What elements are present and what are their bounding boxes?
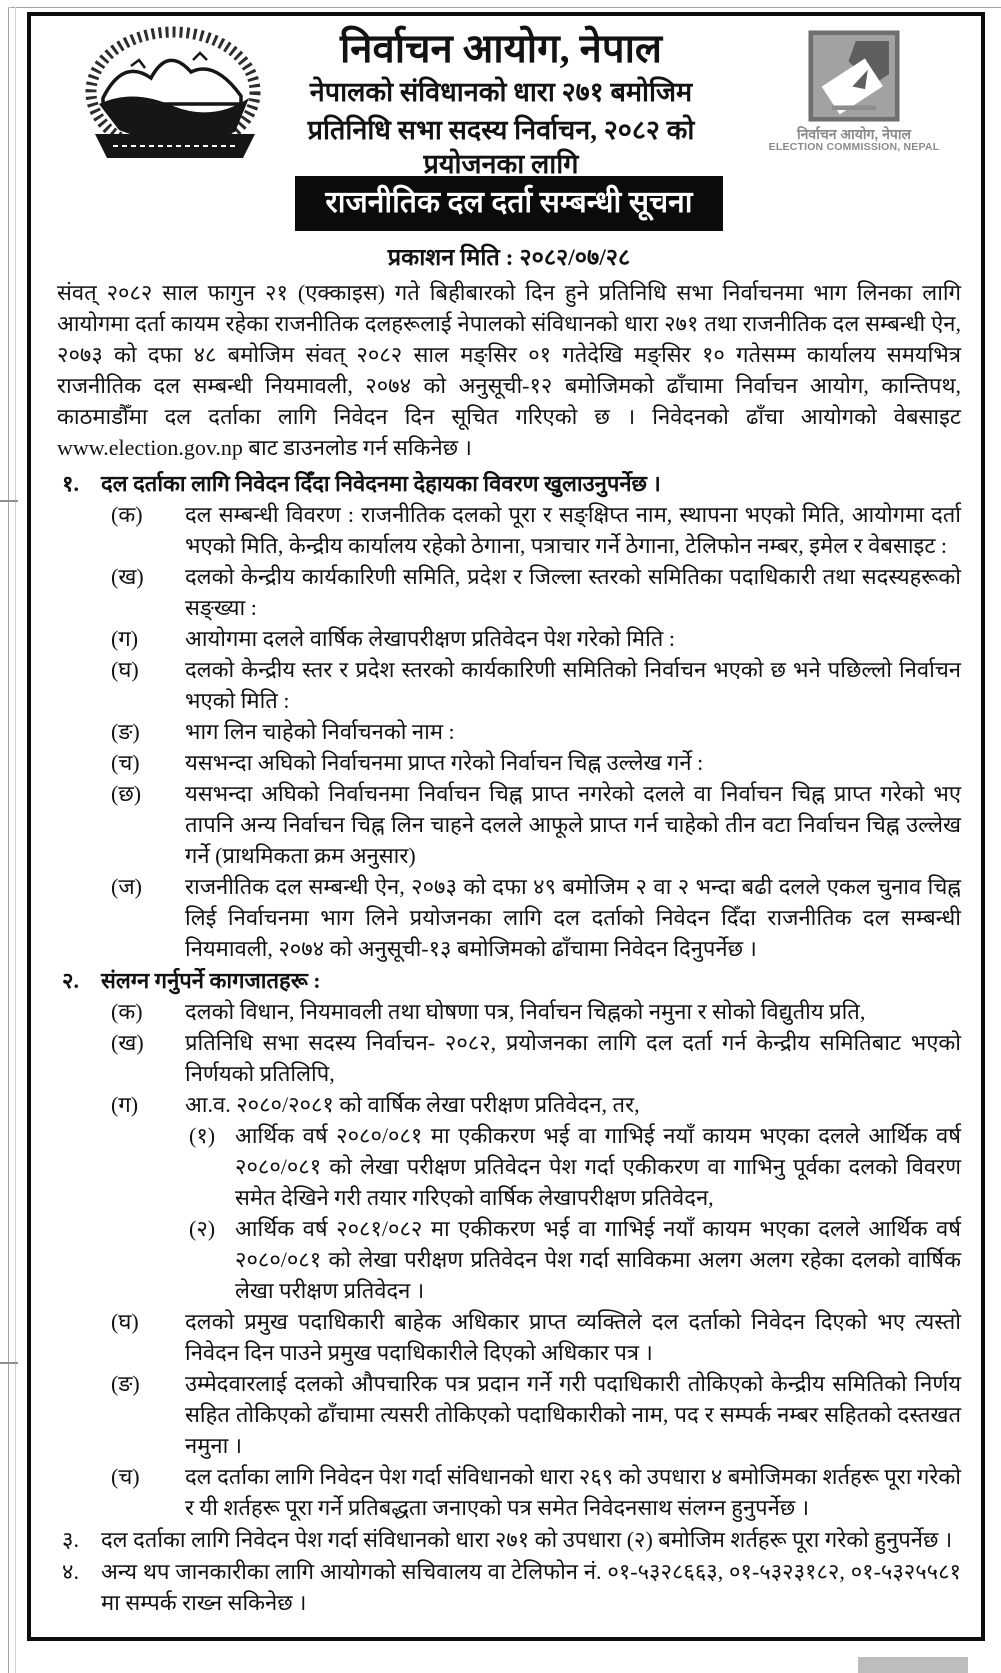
scan-tick-mark: [0, 1362, 18, 1364]
notice-title-banner: [57, 176, 961, 231]
logo-caption-english: ELECTION COMMISSION, NEPAL: [768, 140, 940, 153]
item-label: (क): [111, 999, 143, 1024]
subitem-label: (२): [189, 1216, 216, 1241]
notice-section-1: [57, 468, 961, 964]
section-number: १.: [62, 471, 79, 496]
item-text: [185, 1306, 961, 1368]
item-text-content: यसभन्दा अघिको निर्वाचनमा निर्वाचन चिह्न प्राप्त नगरेको दलले वा निर्वाचन चिह्न प्राप्त गरेको भए तापनि अन्य निर्वाचन चिह्न लिन चाहने दलले आफूले प्राप्त गर्न चाहेको तीन वटा निर्वाचन चिह्न उल्लेख गर्ने (प्राथमिकता क्रम अनुसार): [185, 781, 961, 868]
item-text: [185, 561, 961, 623]
subitem-text: आर्थिक वर्ष २०८०/०८१ मा एकीकरण भई वा गाभिई नयाँ कायम भएका दलले आर्थिक वर्ष २०८०/०८१ को लेखा परीक्षण प्रतिवेदन पेश गर्दा एकीकरण वा गाभिनु पूर्वका दलको विवरण समेत देखिने गरी तयार गरिएको वार्षिक लेखापरीक्षण प्रतिवेदन,: [235, 1123, 961, 1210]
subitem-label: (१): [189, 1123, 216, 1148]
section-heading-row: [57, 468, 961, 499]
item-text-content: भाग लिन चाहेको निर्वाचनको नाम :: [185, 719, 455, 744]
item-text-content: आयोगमा दलले वार्षिक लेखापरीक्षण प्रतिवेदन पेश गरेको मिति :: [185, 626, 675, 651]
item-text: [185, 871, 961, 964]
section-heading: दल दर्ताका लागि निवेदन दिँदा निवेदनमा देहायका विवरण खुलाउनुपर्नेछ ।: [101, 471, 661, 496]
notice-section-2: [57, 965, 961, 1523]
item-label: (ख): [111, 564, 144, 589]
item-text-content: आ.व. २०८०/२०८१ को वार्षिक लेखा परीक्षण प्रतिवेदन, तर,: [185, 1092, 640, 1117]
intro-paragraph: संवत् २०८२ साल फागुन २१ (एक्काइस) गते बिहीबारको दिन हुने प्रतिनिधि सभा निर्वाचनमा भाग लिनका लागि आयोगमा दर्ता कायम रहेका राजनीतिक दलहरूलाई नेपालको संविधानको धारा २७१ तथा राजनीतिक दल सम्बन्धी ऐन, २०७३ को दफा ४८ बमोजिम संवत् २०८२ साल मङ्सिर ०१ गतेदेखि मङ्सिर १० गतेसम्म कार्यालय समयभित्र राजनीतिक दल सम्बन्धी नियमावली, २०७४ को अनुसूची-१२ बमोजिमको ढाँचामा निर्वाचन आयोग, कान्तिपथ, काठमाडौँमा दल दर्ताका लागि निवेदन दिन सूचित गरिएको छ । निवेदनको ढाँचा आयोगको वेबसाइट www.election.gov.np बाट डाउनलोड गर्न सकिनेछ ।: [57, 280, 961, 460]
notice-document: [27, 12, 985, 1641]
item-label: (ख): [111, 1030, 144, 1055]
scan-edge-line-top: [10, 7, 1001, 8]
item-text: [185, 1027, 961, 1089]
item-text-content: राजनीतिक दल सम्बन्धी ऐन, २०७३ को दफा ४९ बमोजिम २ वा २ भन्दा बढी दलले एकल चुनाव चिह्न लिई निर्वाचनमा भाग लिने प्रयोजनका लागि दल दर्ताको निवेदन दिँदा राजनीतिक दल सम्बन्धी नियमावली, २०७४ को अनुसूची-१३ बमोजिमको ढाँचामा निवेदन दिनुपर्नेछ ।: [185, 874, 961, 961]
list-item: [57, 871, 961, 964]
list-item: [57, 499, 961, 561]
scan-tick-mark: [0, 500, 18, 502]
scan-smudge: [858, 1657, 968, 1673]
item-text: [185, 716, 961, 747]
section-heading-row: [57, 1556, 961, 1618]
header-subtitle-2: प्रतिनिधि सभा सदस्य निर्वाचन, २०८२ को प्रयोजनका लागि: [307, 114, 695, 179]
notice-header: [57, 26, 961, 179]
header-text-block: [269, 26, 733, 181]
list-item: [57, 747, 961, 778]
list-item: [57, 716, 961, 747]
list-item: [57, 623, 961, 654]
sub-list-item: [185, 1213, 961, 1306]
publish-date: प्रकाशन मिति : २०८२/०७/२८: [387, 245, 631, 271]
section-heading: संलग्न गर्नुपर्ने कागजातहरू :: [101, 968, 321, 993]
item-text: [185, 778, 961, 871]
section-number: २.: [62, 968, 79, 993]
logo-caption-nepali: निर्वाचन आयोग, नेपाल: [797, 126, 911, 142]
section-heading: दल दर्ताका लागि निवेदन पेश गर्दा संविधानको धारा २७१ को उपधारा (२) बमोजिम शर्तहरू पूरा गरेको हुनुपर्नेछ ।: [101, 1527, 953, 1552]
item-label: (ङ): [111, 719, 140, 744]
item-text-content: दलको प्रमुख पदाधिकारी बाहेक अधिकार प्राप्त व्यक्तिले दल दर्ताको निवेदन दिएको भए त्यस्तो निवेदन दिन पाउने प्रमुख पदाधिकारीले दिएको अधिकार पत्र ।: [185, 1309, 961, 1365]
item-text-content: प्रतिनिधि सभा सदस्य निर्वाचन- २०८२, प्रयोजनका लागि दल दर्ता गर्न केन्द्रीय समितिबाट भएको निर्णयको प्रतिलिपि,: [185, 1030, 961, 1086]
item-label: (घ): [111, 1309, 139, 1334]
item-text: [185, 1089, 961, 1306]
notice-title: राजनीतिक दल दर्ता सम्बन्धी सूचना: [295, 176, 722, 231]
list-item: [57, 778, 961, 871]
sub-list-item: [185, 1120, 961, 1213]
item-text-content: उम्मेदवारलाई दलको औपचारिक पत्र प्रदान गर्ने गरी पदाधिकारी तोकिएको केन्द्रीय समितिको निर्णय सहित तोकिएको ढाँचामा त्यसरी तोकिएको पदाधिकारीको नाम, पद र सम्पर्क नम्बर सहितको दस्तखत नमुना ।: [185, 1371, 961, 1458]
item-text: [185, 1368, 961, 1461]
org-title: निर्वाचन आयोग, नेपाल: [339, 26, 663, 71]
item-text-content: दल दर्ताका लागि निवेदन पेश गर्दा संविधानको धारा २६९ को उपधारा ४ बमोजिमका शर्तहरू पूरा गरेको र यी शर्तहरू पूरा गर्ने प्रतिबद्धता जनाएको पत्र समेत निवेदनसाथ संलग्न हुनुपर्नेछ ।: [185, 1464, 961, 1520]
list-item: [57, 996, 961, 1027]
section-heading-row: [57, 1524, 961, 1555]
logo-caption: [741, 127, 967, 153]
list-item: [57, 1461, 961, 1523]
sections: [57, 468, 961, 1618]
item-text-content: यसभन्दा अघिको निर्वाचनमा प्राप्त गरेको निर्वाचन चिह्न उल्लेख गर्ने :: [185, 750, 704, 775]
list-item: [57, 1089, 961, 1306]
list-item: [57, 1027, 961, 1089]
item-text-content: दल सम्बन्धी विवरण : राजनीतिक दलको पूरा र सङ्क्षिप्त नाम, स्थापना भएको मिति, आयोगमा दर्ता भएको मिति, केन्द्रीय कार्यालय रहेको ठेगाना, पत्राचार गर्ने ठेगाना, टेलिफोन नम्बर, इमेल र वेबसाइट :: [185, 502, 961, 558]
list-item: [57, 1368, 961, 1461]
election-commission-logo-block: [741, 30, 967, 153]
item-text-content: दलको विधान, नियमावली तथा घोषणा पत्र, निर्वाचन चिह्नको नमुना र सोको विद्युतीय प्रति,: [185, 999, 866, 1024]
item-label: (छ): [111, 781, 142, 806]
scan-edge-line-left-2: [15, 7, 16, 1673]
item-label: (ज): [111, 874, 142, 899]
item-label: (ग): [111, 626, 139, 651]
item-text: [185, 499, 961, 561]
list-item: [57, 561, 961, 623]
item-text: [185, 1461, 961, 1523]
subitem-text: आर्थिक वर्ष २०८१/०८२ मा एकीकरण भई वा गाभिई नयाँ कायम भएका दलले आर्थिक वर्ष २०८०/०८१ को लेखा परीक्षण प्रतिवेदन पेश गर्दा साविकमा अलग अलग रहेका दलको वार्षिक लेखा परीक्षण प्रतिवेदन ।: [235, 1216, 961, 1303]
item-text-content: दलको केन्द्रीय स्तर र प्रदेश स्तरको कार्यकारिणी समितिको निर्वाचन भएको छ भने पछिल्लो निर्वाचन भएको मिति :: [185, 657, 961, 713]
section-heading: अन्य थप जानकारीका लागि आयोगको सचिवालय वा टेलिफोन नं. ०१-५३२८६६३, ०१-५३२३१८२, ०१-५३२५५८१ मा सम्पर्क राख्न सकिनेछ ।: [101, 1559, 961, 1615]
item-label: (ग): [111, 1092, 139, 1117]
notice-section-4: [57, 1556, 961, 1618]
item-label: (च): [111, 1464, 140, 1489]
list-item: [57, 654, 961, 716]
item-text: [185, 623, 961, 654]
item-text: [185, 654, 961, 716]
ballot-box-icon: [806, 30, 902, 122]
item-text: [185, 747, 961, 778]
item-label: (च): [111, 750, 140, 775]
item-label: (घ): [111, 657, 139, 682]
section-number: ४.: [62, 1559, 79, 1584]
header-subtitle-1: नेपालको संविधानको धारा २७१ बमोजिम: [309, 77, 693, 107]
item-label: (ङ): [111, 1371, 140, 1396]
item-label: (क): [111, 502, 143, 527]
notice-section-3: [57, 1524, 961, 1555]
item-text-content: दलको केन्द्रीय कार्यकारिणी समिति, प्रदेश र जिल्ला स्तरको समितिका पदाधिकारी तथा सदस्यहरूको सङ्ख्या :: [185, 564, 961, 620]
section-heading-row: [57, 965, 961, 996]
nepal-government-emblem-logo: [73, 26, 277, 170]
item-text: [185, 996, 961, 1027]
scan-edge-line-left: [8, 7, 9, 1673]
list-item: [57, 1306, 961, 1368]
section-number: ३.: [62, 1527, 79, 1552]
